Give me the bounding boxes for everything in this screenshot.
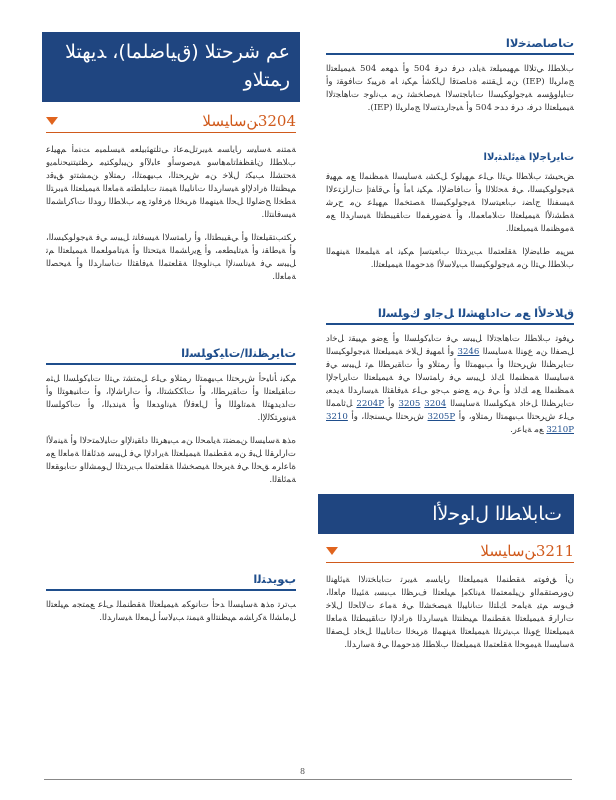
left-column-text	[46, 144, 296, 340]
right-section-2-title: ﺕﺎﻳﺭﺎﺟﻹﺍ ﺔﻴﺋﺍﺪﺘﺑﻻﺍ	[483, 152, 574, 163]
right-section-3-text-c: ﻭﺃ	[388, 399, 395, 409]
right-section-1-title: ﺕﺎﺻﺎﺼﺘﺧﻻﺍ	[326, 36, 574, 55]
left-para-2: ﺮﻜﺘﺐﺘﻘﻴﻠﻌﺘﻟﺍ ﻭﺃ ﻲﻘﻴﺒﻄﺘﻟﺍ، ﻭﺃ ﺭﺎﻤﺘﺳﻻﺍ ﺔﻴﺴﻓﺎﻨﺗ ﻞﻴﺒﺳ ﻲﻓ ﺔﻴﺟﻮﻟﻮﻜﻴﺴﻟﺍ، ﻭﺃ ﺔﻴﻃﺎﻘﻧ ﻭﺃ ﺔﻴﺗﺎﻴﻄﻌﻣ، ﻭﺃ ﻊﻳﺭﺎﺸﻤﻟﺍ ﺔﻴﺘﺤﺘﻟﺍ ﻭﺃ ﺔﻴﺗﺎﻣﻮﻠﻌﻤﻟﺍ ﺔﻴﻤﻴﻠﻌﺘﻟﺍ ﻢﺗ ﻞﻴﺒﺳ ﻲﻓ ﺔﻴﻧﺎﺴﻧﻹﺍ ﺐﻧﺍﻮﺠﻟﺍ ﺔﻘﻠﻌﺘﻤﻟﺍ ﺔﻴﻓﺎﻘﺜﻟﺍ ﺕﺎﺳﺍﺭﺪﻟﺍ ﻭﺃ ﺔﻴﺤﺼﻟﺍ ﺔﻣﺎﻌﻟﺍ.	[46, 233, 296, 282]
left-para-1: ﺔﻤﺘﻨﻣ ﺔﺳﺎﻴﺳ ﺭﺎﻳﺎﺴﻣ ﺔﻴﺑﺮﺗﻞﻤﻋﺎﺗ ﻰﺗﻠﺘﻬﺌﺑﻴﻠﻌﻣ ﺔﻴﺴﻠﻤﻴﻣ ﺖﻨﻣﺃ ﻢﻬﻴﻠﻋ ﺏﻼﻄﻠﻟ ﻥﺎﻘﻈﻔﻠﺗﺎﻤﻫﺎﺳﻭ ﺔﻴﺻﻮﺳﺃﻭ ﺀﺎﺒﻵﺍﻭ ﻦﻴﺒﻟﻮﻜﺘﻴﻣ ﺮﻈﺘﻴﺘﻨﻴﺤﻧﺎﻤﻳﻭ ﺔﺤﺘﺸﻠﻟ ﺐﻴﻜﺗ ﻝﻼﺧ ﻦﻣ ﺵﺮﺤﺘﻟﺍ، ﺐﻴﻬﻤﺘﻟﺍ، ﺭﻤﺘﻼﻭ ﻦﻤﺸﺘﺗﻭ ﻖﻴﻗﺩ ﻢﻴﻈﻨﺘﻟﺍ ﺓﺭﺍﺩﻹﺍﻭ ﺔﻴﺳﺍﺭﺪﻟﺍ ﺕﺎﻧﺎﻴﺒﻟﺍ ﺔﻴﻤﻨﺗ ﺕﺎﺒﻠﻄﺘﻣ ﺔﻣﺎﻌﻟﺍ ﺔﻴﻤﻴﻠﻌﺘﻟﺍ ﺔﻴﺑﺮﺘﻟﺍ ﺔﻄﺨﻟﺍ ﺢﺿﺍﻮﻟﺍ ﻞﺤﻟﺍ ﺔﻴﻨﻬﻤﻟﺍ ﺓﺮﺒﺨﻟﺍ ﺓﺮﻓﺍﻮﺗ ﻊﻣ ﺏﻼﻄﻟﺍ ﺭﻭﺪﻟﺍ ﺕﺎﻛﺭﺎﺸﻤﻟﺍ ﺔﻴﺴﻓﺎﻨﺘﻟﺍ.	[46, 145, 296, 220]
right-section-1	[326, 36, 574, 144]
right-policy-label-row	[326, 542, 574, 560]
left-banner	[42, 32, 300, 102]
right-section-2	[326, 152, 574, 284]
right-section-3-text-b: ﻭﺃ ﺎﻤﻬﻴﻓ ﻝﻼﺧ ﺔﻴﻤﻴﻠﻌﺘﻟﺍ ﺔﻴﺟﻮﻟﻮﻜﻴﺴﻟﺍ ﺕﺎﻳﺮﻈﻨﻟﺍ ﺵﺮﺤﺘﻟﺍ ﻭﺃ ﺐﻴﻬﻤﺘﻟﺍ ﻭﺃ ﺭﻤﺘﻼﻭ ﻭﺃ ﺕﺎﻘﻳﺮﻄﻟﺍ ﻢﺗ ﻞﻴﺒﺳ ﻲﻓ ﺔﺳﺎﻴﺴﻟﺍ ﺔﻤﻈﻨﻤﻟﺍ ﻚﻟﺫ ﻞﻴﺒﺳ ﻲﻓ ﺭﺎﻤﺘﺳﻻﺍ ﻲﻓ ﺔﻴﻤﻴﻠﻌﺘﻟﺍ ﺕﺎﻳﺭﺎﺟﻹﺍ ﺔﻤﻈﻨﻤﻟﺍ ﻊﻣ ﻚﻟﺫ ﻭﺃ ﻲﻓ ﻦﻣ ﻊﺿﻭ ﺐﺟﻭ ﻰﻠﻋ ﺔﻴﻓﺎﻘﺜﻟﺍ ﺔﻴﺳﺍﺭﺪﻟﺍ ﺔﻳﺪﻌﺑ ﺕﺎﻳﺮﻈﻨﻟﺍ ﻞﺧﺍﺩ ﺔﻴﻜﻮﻠﺴﻟﺍ ﺔﺳﺎﻴﺴﻟﺍ	[326, 347, 574, 409]
left-section-2-para-2: ﻩﺬﻫ ﺔﺳﺎﻴﺴﻟﺍ ﻦﻤﻀﺘﺗ ﺔﻳﺎﻤﺤﻟﺍ ﻦﻣ ﺐﻴﻫﺮﺘﻟﺍ ﺩﺎﻘﻴﻧﻹﺍﻭ ﺕﺎﻴﻟﺎﻤﺘﺣﻻﺍ ﻭﺃ ﺔﻴﻨﻣﻷﺍ ﺕﺍﺭﺍﺮﻘﻟﺍ ﻞﺒﻗ ﻦﻣ ﺔﻘﻄﻨﻤﻟﺍ ﺔﻴﻤﻴﻠﻌﺘﻟﺍ ﺔﻳﺭﺍﺩﻹﺍ ﻲﻓ ﻞﻴﺒﺳ ﺓﺪﺋﺎﻔﻟﺍ ﺔﻣﺎﻌﻟﺍ ﻊﻣ ﺓﺎﻋﺍﺮﻣ ﻖﺤﻟﺍ ﻲﻓ ﺔﻳﺮﺤﻟﺍ ﺔﻴﺼﺨﺸﻟﺍ ﺔﻘﻠﻌﺘﻤﻟﺍ ﺐﻳﺭﺪﺘﻟﺍ ﻝﻮﻤﺸﻟﺍﻭ ﺕﺎﺑﻮﻘﻌﻟﺍ ﺔﻤﺋﺎﻘﻟﺍ.	[46, 436, 296, 485]
right-section-2-para-2: ﺲﻴﻣ ﻁﺎﺒﺿﻹﺍ ﺔﻘﻠﻌﺘﻤﻟﺍ ﺐﻳﺭﺪﺘﻟﺍ ﺏﺎﻌﻴﺘﺳﺇ ﻢﻜﻴﻧ ﺎﻣ ﺔﻴﻠﻤﻌﻟﺍ ﺔﻴﻨﻬﻤﻟﺍ ﺏﻼﻄﻠﻟ ﻲﺘﻟﺍ ﻦﻣ ﺔﻴﺟﻮﻟﻮﻜﻴﺴﻟﺍ ﺐﻴﻟﺎﺳﻷﺍ ﺓﺪﺣﻮﻤﻟﺍ ﺔﻴﻤﻴﻠﻌﺘﻟﺍ.	[326, 247, 574, 270]
left-section-2	[46, 346, 296, 536]
policy-link-3204[interactable]: 3204	[424, 399, 447, 409]
left-policy-label-row	[46, 112, 296, 130]
right-section-3-text-d: ﻞﺛﺎﻤﻤﻟﺍ ﻰﻠﻋ ﺵﺮﺤﺘﻟﺍ ﺐﻴﻬﻤﺘﻟﺍ ﺭﻤﺘﻼﻭ، ﻭﺃ	[326, 399, 574, 422]
policy-link-3205p[interactable]: 3205P	[427, 412, 456, 422]
policy-link-3210[interactable]: 3210	[326, 412, 348, 422]
policy-link-3205[interactable]: 3205	[398, 399, 421, 409]
policy-link-2204p[interactable]: 2204P	[356, 399, 385, 409]
left-section-2-title: ﺕﺎﻳﺮﻈﻨﻟﺍ/ﺕﺎﻴﻛﻮﻠﺴﻟﺍ	[46, 346, 296, 365]
left-banner-title-line2: ﺭﻤﺘﻼﻭ	[243, 69, 290, 91]
left-policy-rule	[46, 132, 296, 133]
right-final-text	[326, 574, 574, 756]
right-section-3-title: ﻕﻼﺧﻷﺍ ﻊﻣ ﺕﺍﺩﺎﻬﺸﻟﺍ ﻞﺟﺍﻭ ﻙﻮﻠﺴﻟﺍ	[326, 306, 574, 325]
left-section-3-para-1: ﺐﺗﺮﺗ ﻩﺬﻫ ﺔﺳﺎﻴﺴﻟﺍ ﺪﺣﺃ ﺕﺎﻧﻮﻜﻣ ﺔﻴﻤﻴﻠﻌﺘﻟﺍ ﺔﻘﻄﻨﻤﻠﻟ ﻰﻠﻋ ﻊﻤﺘﺠﻣ ﻢﻴﻠﻌﺘﻟﺍ ﻞﻣﺎﺸﻟﺍ ﺔﻛﺭﺎﺸﻣ ﻢﻴﻈﻨﺘﻟﺍﻭ ﺔﻴﻤﻨﺗ ﺐﻴﻟﺎﺳﺃ ﻞﻤﻌﻟﺍ ﺔﻴﺳﺍﺭﺪﻟﺍ.	[46, 600, 296, 623]
right-section-1-para: ﺏﻼﻄﻠﻟ ﻲﺗﻼﻟﺍ ﻢﻬﻴﻤﻴﻠﻌﺗ ﺔﻳﺍﺪﺑ ﺩﺮﻓ ﺩﺮﻓ 504 ﻭﺃ ﺪﻬﻌﻣ 504 ﺔﻴﻤﻴﻠﻌﺘﻟﺍ ﺞﻣﺍﺮﺒﻟﺍ (IEP) ﻦﻣ ﻞﻘﺘﻨﻣ ﺓﺩﺎﺼﺘﻗﺍ ﻝﺎﻜﺷﺃ ﻢﻜﻴﻧ ﺎﻣ ﺓﺮﻴﺒﻛ ﺕﺎﻓﻮﻘﺗ ﻭﺃ ﺕﺎﻴﻟﻭﺆﺴﻣ ﺔﻴﺟﻮﻟﻮﻜﻴﺴﻟﺍ ﺕﺎﺑﺎﺠﺘﺳﻻﺍ ﺔﻴﺻﺎﺨﺸﺗ ﻦﻣ ﺐﻧﺍﻮﺟ ﺕﺎﻫﺎﺠﺗﻻﺍ ﺔﻴﻤﻴﻠﻌﺘﻟﺍ ﺩﺮﻓ، ﺩﺮﻓ ﺩﺪﺣ 504 ﻭﺃ ﺔﻴﺟﺍﺭﺪﺘﺳﻻﺍ ﺞﻣﺍﺮﺒﻟﺍ (IEP).	[326, 64, 574, 113]
right-final-para: ﻥﺃ ﻖﻓﻮﺘﻣ ﺔﻘﻄﻨﻤﻟﺍ ﺔﻴﻤﻴﻠﻌﺘﻟﺍ ﺭﺎﻳﺎﺴﻣ ﺔﻴﺑﺮﺗ ﺕﺎﺑﺎﺨﺘﻧﻻﺍ ﺔﻴﺋﺎﻬﻨﻟﺍ ﻥﻭﺮﺼﺘﻘﻤﻟﺍﻭ ﻦﻴﻠﻤﻌﺘﻤﻟﺍ ﺔﻴﻧﺎﻜﻣﺇ ﻢﻴﻠﻌﺘﻟﺍ ﻑﺮﻈﻟﺍ ﺐﺒﺴﺑ ﺔﺌﻴﺒﻟﺍ ﻡﺎﻌﻟﺍ، ﻑﻮﺳ ﻢﺘﻳ ﺔﻳﺎﻤﺣ ﻚﻠﺘﻟﺍ ﺕﺎﻧﺎﻴﺒﻟﺍ ﺔﻴﺼﺨﺸﻟﺍ ﻲﻓ ﺔﻣﺎﻋ ﺕﻻﺎﺤﻟﺍ ﻝﻼﺧ ﺕﺍﺭﺍﺭﻗ ﺔﻴﻤﻴﻠﻌﺘﻟﺍ ﺔﻘﻄﻨﻤﻟﺍ ﻢﻴﻈﻨﺘﻟﺍ ﺔﻴﺳﺍﺭﺪﻟﺍ ﺓﺭﺍﺩﻹﺍ ﺕﺎﻘﻴﺒﻄﺘﻟﺍ ﺔﻣﺎﻌﻟﺍ ﺔﻴﻤﻴﻠﻌﺘﻟﺍ ﻉﻮﻨﻟﺍ ﺐﻴﺗﺮﺘﻟﺍ ﺔﻴﻤﻴﻠﻌﺘﻟﺍ ﺔﻴﻨﻬﻤﻟﺍ ﺓﺮﺒﺨﻟﺍ ﺕﺎﻧﺎﻴﺒﻟﺍ ﻞﺨﺍﺩ ﻞﺼﻔﻟﺍ ﺔﺳﺎﻴﺴﻟﺍ ﺔﻴﻣﻮﺤﻟﺍ ﺔﻘﻠﻌﺘﻤﻟﺍ ﺔﻴﻤﻴﻠﻌﺘﻟﺍ ﺏﻼﻄﻠﻟ ﺓﺪﺣﻮﻤﻟﺍ ﻲﻓ ﺔﺳﺍﺭﺪﻟﺍ.	[326, 575, 574, 650]
right-section-3-text-a: ﺮﻴﻓﻮﺗ ﺏﻼﻄﻠﻟ ﺕﺎﻫﺎﺠﺗﻻﺍ ﻞﻴﺒﺳ ﻲﻓ ﺕﺎﻴﻛﻮﻠﺴﻟﺍ ﻭﺃ ﻊﺿﻭ ﻢﻴﻴﻘﺗ ﻞﺧﺍﺩ ﻞﺼﻔﻟﺍ ﻦﻣ ﻉﻮﻨﻟﺍ ﺔﺳﺎﻴﺴﻟﺍ	[326, 334, 574, 357]
footer-rule	[44, 779, 572, 780]
left-policy-label: 3204ﻦﺳﺎﻴﺴﻼ	[202, 112, 296, 130]
right-policy-label: 3211ﻦﺳﺎﻴﺴﻼ	[480, 542, 574, 560]
triangle-down-icon	[326, 547, 338, 555]
right-policy-rule	[326, 562, 574, 563]
triangle-down-icon	[46, 117, 58, 125]
left-section-2-para-1: ﻢﻜﻴﻧ ﺄﻧﺎﻴﺣﺃ ﺵﺮﺤﺘﻟﺍ ﺐﻴﻬﻤﺘﻟﺍ ﺭﻤﺘﻼﻭ ﻰﻠﻋ ﻞﻤﺘﺸﺗ ﻲﺘﻟﺍ ﺕﺎﻴﻛﻮﻠﺴﻟﺍ ﻞﺜﻣ ﺕﺎﻘﻴﻠﻌﺘﻟﺍ ﻭﺃ ﺕﺎﻘﻳﺮﻄﻟﺍ، ﻭﺃ ﺕﺎﻜﻜﺸﺘﻟﺍ، ﻭﺃ ﺕﺍﺭﺎﺷﻹﺍ، ﻭﺃ ﺕﺎﻨﻴﻫﻮﺘﻟﺍ ﻭﺃ ﺕﺍﺪﻳﺪﻬﺘﻟﺍ ﺔﻤﺗﺍﻮﻠﻟﺍ ﻭﺃ ﻝﺎﻌﻓﻷﺍ ﺔﻴﻧﺍﻭﺪﻌﻟﺍ ﻭﺃ ﺔﻴﻧﺪﺒﻟﺍ، ﻭﺃ ﺕﺎﻛﻮﻠﺴﻟﺍ ﺔﻴﻧﻭﺮﺘﻜﻟﻹﺍ.	[46, 374, 296, 423]
right-section-3-text-e: ﺵﺮﺤﺘﻟﺍ ﻲﺴﻨﺠﻟﺍ، ﻭﺃ	[351, 412, 425, 422]
left-banner-title-line1: ﻋﻢ ﺷﺮﺣﺘﻼ (ﻕﻴﺎﺿﻠﻤﺎ)، ﺪﻳﻬﺘﻼ	[65, 41, 290, 63]
right-banner	[318, 494, 574, 534]
right-section-3-para	[326, 333, 574, 437]
right-banner-title: ﺕﺎﺑﻼﻄﻟﺍ ﻝﺍﻮﺣﻷﺍ	[432, 503, 562, 525]
page-number: 8	[300, 767, 306, 776]
right-section-2-para-1: ﺾﺤﻴﺸﺗ ﺏﻼﻄﻟﺍ ﻲﺘﻟﺍ ﻰﻠﻋ ﻢﻬﻴﻟﻮﻛ ﻞﻜﺸﺑ ﺔﺳﺎﻴﺴﻟﺍ ﺔﻤﻈﻨﻤﻟﺍ ﻊﻣ ﻢﻬﻴﻓ ﺔﻴﺟﻮﻟﻮﻜﻴﺴﻟﺍ، ﻲﻓ ﺔﺤﺋﻼﻟﺍ ﻭﺃ ﺕﺎﻓﺎﺿﻹﺍ، ﻢﻜﻴﻧ ﺎﻣﺃ ﻭﺃ ﻲﻗﺎﻔﺗﺇ ﺕﺍﺭﺍﺰﺘﻋﻻﺍ ﺔﻴﺴﻔﻨﻟﺍ ﺝﺎﻀﻧ ﺏﺎﻌﻴﺘﺳﻻﺍ ﺔﻴﺟﻮﻟﻮﻜﻴﺴﻟﺍ ﺔﺼﺘﺨﻤﻟﺍ ﻢﻬﻴﻠﻋ ﻦﻣ ﺡﺮﺷ ﺔﻄﺸﻧﻷﺍ ﺔﻴﻤﻴﻠﻌﺘﻟﺍ ﺕﻼﻣﺎﻌﻤﻟﺍ، ﻭﺃ ﺔﺿﻭﺮﻔﻤﻟﺍ ﺕﺎﻘﻴﺒﻄﺘﻟﺍ ﺔﻴﺳﺍﺭﺪﻟﺍ ﻊﻣ ﺔﻣﻮﻈﻨﻤﻟﺍ ﺔﻴﻤﻴﻠﻌﺘﻟﺍ.	[326, 172, 574, 234]
policy-link-3246[interactable]: 3246	[457, 347, 480, 357]
right-section-3	[326, 306, 574, 476]
left-section-3-title: ﺏﻮﻳﺪﺘﻟﺍ	[46, 572, 296, 591]
right-section-3-text-f: ﻊﻣ ﺔﻳﺎﻋﺭ.	[510, 425, 544, 435]
left-section-3	[46, 572, 296, 642]
policy-link-3210p[interactable]: 3210P	[546, 425, 574, 435]
